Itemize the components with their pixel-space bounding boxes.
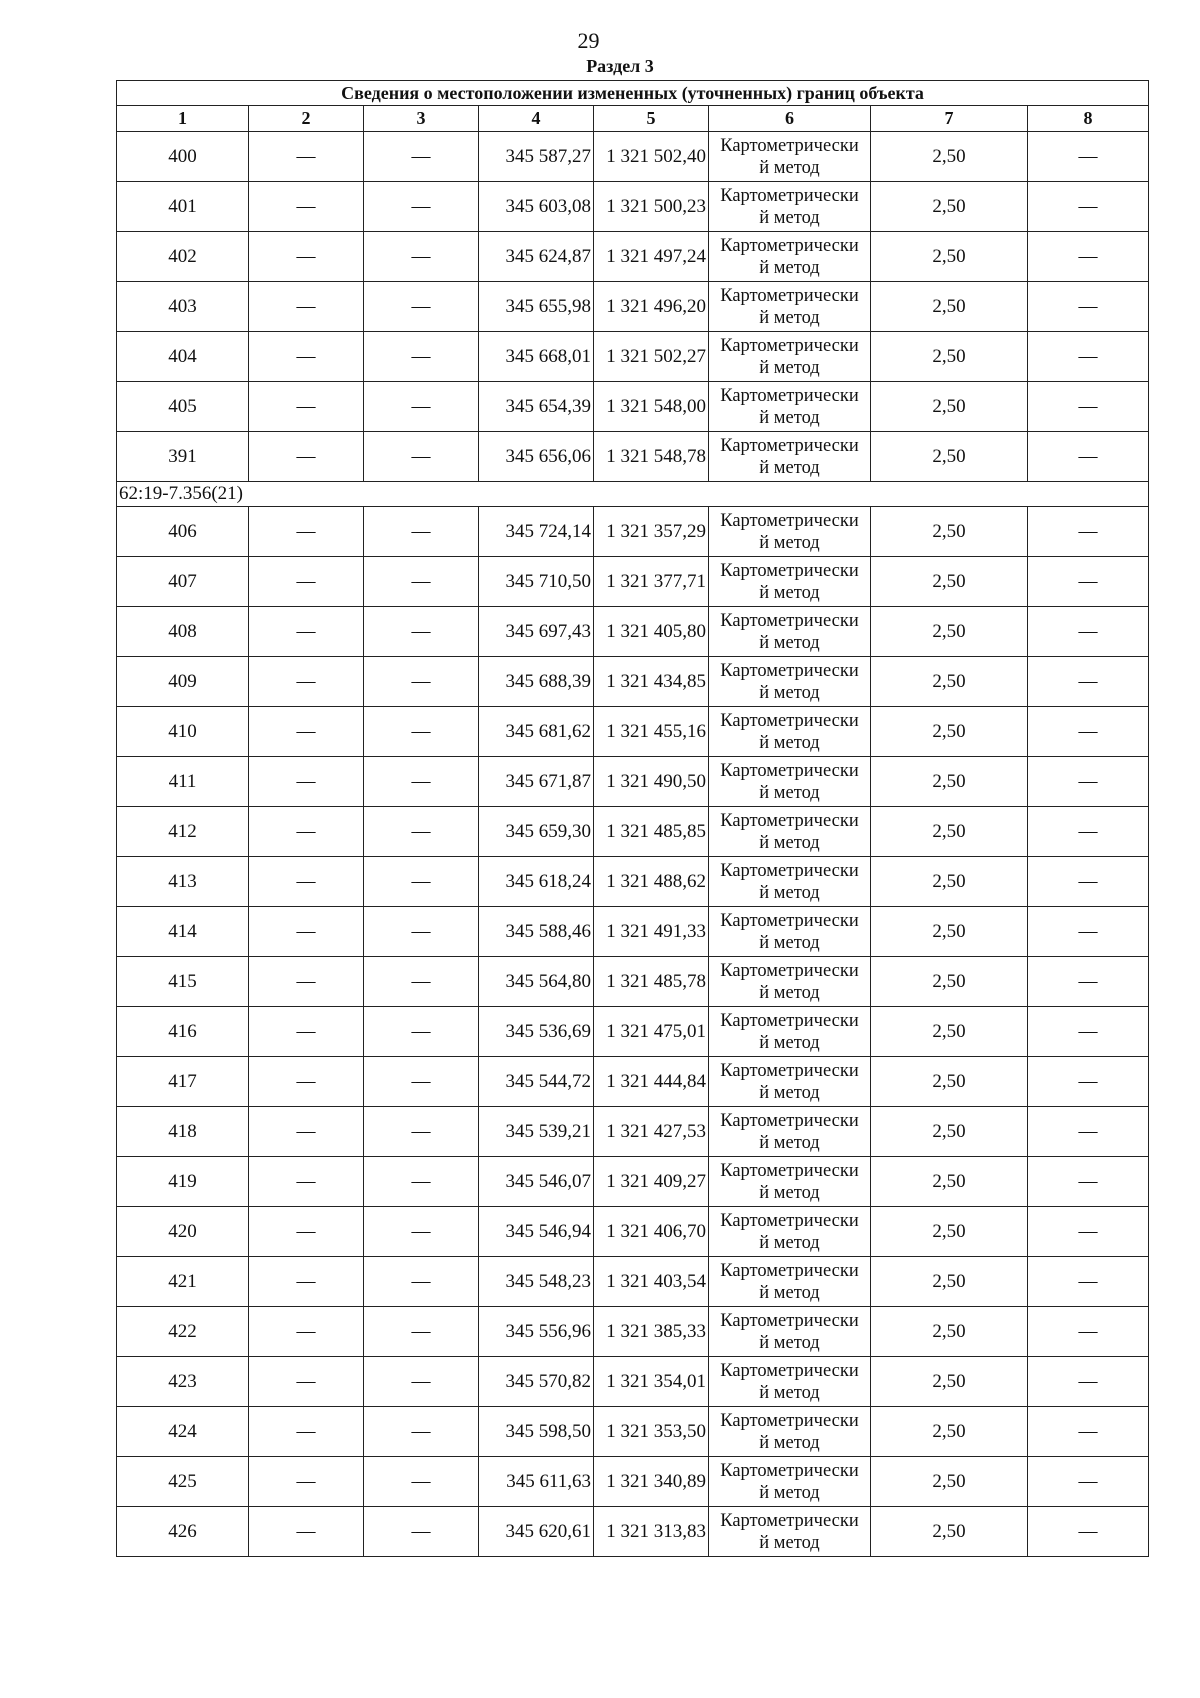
x-coordinate-cell: 345 710,50 (479, 557, 594, 607)
accuracy-cell: 2,50 (871, 432, 1028, 482)
y-coordinate-cell: 1 321 313,83 (594, 1507, 709, 1557)
x-coordinate-cell: 345 546,07 (479, 1157, 594, 1207)
point-number-cell: 410 (117, 707, 249, 757)
column-2-cell: — (249, 1407, 364, 1457)
x-coordinate-cell: 345 539,21 (479, 1107, 594, 1157)
method-cell: Картометрически й метод (709, 432, 871, 482)
accuracy-cell: 2,50 (871, 132, 1028, 182)
column-8-cell: — (1028, 1207, 1149, 1257)
column-8-cell: — (1028, 232, 1149, 282)
y-coordinate-cell: 1 321 357,29 (594, 507, 709, 557)
x-coordinate-cell: 345 556,96 (479, 1307, 594, 1357)
table-row (117, 1507, 1149, 1557)
method-cell: Картометрически й метод (709, 1307, 871, 1357)
x-coordinate-cell: 345 697,43 (479, 607, 594, 657)
column-2-cell: — (249, 382, 364, 432)
column-3-cell: — (364, 232, 479, 282)
accuracy-cell: 2,50 (871, 857, 1028, 907)
point-number-cell: 402 (117, 232, 249, 282)
y-coordinate-cell: 1 321 502,40 (594, 132, 709, 182)
column-header: 1 (117, 106, 249, 132)
column-8-cell: — (1028, 1107, 1149, 1157)
table-row (117, 1257, 1149, 1307)
point-number-cell: 407 (117, 557, 249, 607)
y-coordinate-cell: 1 321 340,89 (594, 1457, 709, 1507)
x-coordinate-cell: 345 587,27 (479, 132, 594, 182)
column-2-cell: — (249, 282, 364, 332)
column-2-cell: — (249, 1457, 364, 1507)
column-3-cell: — (364, 1157, 479, 1207)
method-cell: Картометрически й метод (709, 957, 871, 1007)
x-coordinate-cell: 345 548,23 (479, 1257, 594, 1307)
column-header: 7 (871, 106, 1028, 132)
y-coordinate-cell: 1 321 496,20 (594, 282, 709, 332)
accuracy-cell: 2,50 (871, 1257, 1028, 1307)
column-3-cell: — (364, 1307, 479, 1357)
column-2-cell: — (249, 757, 364, 807)
point-number-cell: 420 (117, 1207, 249, 1257)
accuracy-cell: 2,50 (871, 1207, 1028, 1257)
point-number-cell: 424 (117, 1407, 249, 1457)
y-coordinate-cell: 1 321 497,24 (594, 232, 709, 282)
column-2-cell: — (249, 557, 364, 607)
column-8-cell: — (1028, 757, 1149, 807)
column-2-cell: — (249, 1057, 364, 1107)
group-row (117, 482, 1149, 507)
column-3-cell: — (364, 332, 479, 382)
column-2-cell: — (249, 232, 364, 282)
column-2-cell: — (249, 1357, 364, 1407)
column-8-cell: — (1028, 1507, 1149, 1557)
table-row (117, 232, 1149, 282)
method-cell: Картометрически й метод (709, 1257, 871, 1307)
column-8-cell: — (1028, 1257, 1149, 1307)
x-coordinate-cell: 345 724,14 (479, 507, 594, 557)
x-coordinate-cell: 345 536,69 (479, 1007, 594, 1057)
x-coordinate-cell: 345 588,46 (479, 907, 594, 957)
x-coordinate-cell: 345 654,39 (479, 382, 594, 432)
table-row (117, 1107, 1149, 1157)
table-row (117, 907, 1149, 957)
method-cell: Картометрически й метод (709, 507, 871, 557)
y-coordinate-cell: 1 321 490,50 (594, 757, 709, 807)
y-coordinate-cell: 1 321 403,54 (594, 1257, 709, 1307)
y-coordinate-cell: 1 321 485,85 (594, 807, 709, 857)
method-cell: Картометрически й метод (709, 1157, 871, 1207)
column-2-cell: — (249, 1107, 364, 1157)
column-header: 3 (364, 106, 479, 132)
x-coordinate-cell: 345 624,87 (479, 232, 594, 282)
point-number-cell: 415 (117, 957, 249, 1007)
column-8-cell: — (1028, 1007, 1149, 1057)
column-2-cell: — (249, 857, 364, 907)
y-coordinate-cell: 1 321 427,53 (594, 1107, 709, 1157)
y-coordinate-cell: 1 321 444,84 (594, 1057, 709, 1107)
point-number-cell: 406 (117, 507, 249, 557)
y-coordinate-cell: 1 321 406,70 (594, 1207, 709, 1257)
table-caption-row (117, 81, 1149, 106)
column-3-cell: — (364, 1407, 479, 1457)
table-row (117, 707, 1149, 757)
table-row (117, 1457, 1149, 1507)
column-header: 8 (1028, 106, 1149, 132)
method-cell: Картометрически й метод (709, 907, 871, 957)
method-cell: Картометрически й метод (709, 657, 871, 707)
table-row (117, 957, 1149, 1007)
column-3-cell: — (364, 1357, 479, 1407)
column-3-cell: — (364, 557, 479, 607)
x-coordinate-cell: 345 570,82 (479, 1357, 594, 1407)
accuracy-cell: 2,50 (871, 907, 1028, 957)
accuracy-cell: 2,50 (871, 1457, 1028, 1507)
x-coordinate-cell: 345 603,08 (479, 182, 594, 232)
method-cell: Картометрически й метод (709, 282, 871, 332)
table-row (117, 1007, 1149, 1057)
method-cell: Картометрически й метод (709, 857, 871, 907)
column-3-cell: — (364, 1507, 479, 1557)
column-2-cell: — (249, 432, 364, 482)
column-8-cell: — (1028, 282, 1149, 332)
x-coordinate-cell: 345 655,98 (479, 282, 594, 332)
column-8-cell: — (1028, 332, 1149, 382)
column-2-cell: — (249, 607, 364, 657)
column-8-cell: — (1028, 1157, 1149, 1207)
method-cell: Картометрически й метод (709, 607, 871, 657)
x-coordinate-cell: 345 681,62 (479, 707, 594, 757)
method-cell: Картометрически й метод (709, 1407, 871, 1457)
method-cell: Картометрически й метод (709, 1207, 871, 1257)
column-2-cell: — (249, 807, 364, 857)
column-3-cell: — (364, 1207, 479, 1257)
column-3-cell: — (364, 1457, 479, 1507)
column-3-cell: — (364, 382, 479, 432)
section-title: Раздел 3 (586, 56, 654, 76)
table-body (117, 81, 1149, 1557)
y-coordinate-cell: 1 321 500,23 (594, 182, 709, 232)
page-number: 29 (577, 28, 600, 53)
accuracy-cell: 2,50 (871, 232, 1028, 282)
method-cell: Картометрически й метод (709, 132, 871, 182)
column-2-cell: — (249, 1257, 364, 1307)
accuracy-cell: 2,50 (871, 1007, 1028, 1057)
accuracy-cell: 2,50 (871, 607, 1028, 657)
method-cell: Картометрически й метод (709, 182, 871, 232)
column-2-cell: — (249, 1507, 364, 1557)
y-coordinate-cell: 1 321 405,80 (594, 607, 709, 657)
point-number-cell: 412 (117, 807, 249, 857)
column-8-cell: — (1028, 857, 1149, 907)
boundary-coordinates-table (116, 80, 1149, 1557)
accuracy-cell: 2,50 (871, 332, 1028, 382)
y-coordinate-cell: 1 321 475,01 (594, 1007, 709, 1057)
x-coordinate-cell: 345 659,30 (479, 807, 594, 857)
column-2-cell: — (249, 1307, 364, 1357)
column-3-cell: — (364, 607, 479, 657)
point-number-cell: 404 (117, 332, 249, 382)
y-coordinate-cell: 1 321 548,78 (594, 432, 709, 482)
point-number-cell: 401 (117, 182, 249, 232)
accuracy-cell: 2,50 (871, 507, 1028, 557)
table-row (117, 1407, 1149, 1457)
accuracy-cell: 2,50 (871, 1507, 1028, 1557)
method-cell: Картометрически й метод (709, 232, 871, 282)
x-coordinate-cell: 345 598,50 (479, 1407, 594, 1457)
column-2-cell: — (249, 907, 364, 957)
column-8-cell: — (1028, 1457, 1149, 1507)
point-number-cell: 403 (117, 282, 249, 332)
column-8-cell: — (1028, 432, 1149, 482)
table-row (117, 282, 1149, 332)
accuracy-cell: 2,50 (871, 1307, 1028, 1357)
y-coordinate-cell: 1 321 354,01 (594, 1357, 709, 1407)
table-row (117, 807, 1149, 857)
accuracy-cell: 2,50 (871, 1407, 1028, 1457)
table-row (117, 1207, 1149, 1257)
table-row (117, 332, 1149, 382)
point-number-cell: 408 (117, 607, 249, 657)
point-number-cell: 421 (117, 1257, 249, 1307)
point-number-cell: 417 (117, 1057, 249, 1107)
column-2-cell: — (249, 1207, 364, 1257)
y-coordinate-cell: 1 321 385,33 (594, 1307, 709, 1357)
accuracy-cell: 2,50 (871, 1057, 1028, 1107)
y-coordinate-cell: 1 321 353,50 (594, 1407, 709, 1457)
x-coordinate-cell: 345 611,63 (479, 1457, 594, 1507)
accuracy-cell: 2,50 (871, 1107, 1028, 1157)
column-8-cell: — (1028, 1407, 1149, 1457)
column-8-cell: — (1028, 382, 1149, 432)
accuracy-cell: 2,50 (871, 557, 1028, 607)
point-number-cell: 416 (117, 1007, 249, 1057)
x-coordinate-cell: 345 688,39 (479, 657, 594, 707)
column-header: 2 (249, 106, 364, 132)
y-coordinate-cell: 1 321 488,62 (594, 857, 709, 907)
method-cell: Картометрически й метод (709, 757, 871, 807)
point-number-cell: 405 (117, 382, 249, 432)
y-coordinate-cell: 1 321 548,00 (594, 382, 709, 432)
point-number-cell: 409 (117, 657, 249, 707)
point-number-cell: 423 (117, 1357, 249, 1407)
y-coordinate-cell: 1 321 502,27 (594, 332, 709, 382)
x-coordinate-cell: 345 668,01 (479, 332, 594, 382)
column-header: 6 (709, 106, 871, 132)
table-caption: Сведения о местоположении измененных (уточненных) границ объекта (117, 81, 1149, 106)
column-8-cell: — (1028, 607, 1149, 657)
x-coordinate-cell: 345 618,24 (479, 857, 594, 907)
column-3-cell: — (364, 907, 479, 957)
method-cell: Картометрически й метод (709, 707, 871, 757)
x-coordinate-cell: 345 671,87 (479, 757, 594, 807)
accuracy-cell: 2,50 (871, 707, 1028, 757)
x-coordinate-cell: 345 620,61 (479, 1507, 594, 1557)
column-8-cell: — (1028, 557, 1149, 607)
y-coordinate-cell: 1 321 491,33 (594, 907, 709, 957)
table-row (117, 857, 1149, 907)
point-number-cell: 419 (117, 1157, 249, 1207)
y-coordinate-cell: 1 321 485,78 (594, 957, 709, 1007)
column-8-cell: — (1028, 1307, 1149, 1357)
column-2-cell: — (249, 182, 364, 232)
column-3-cell: — (364, 957, 479, 1007)
table-row (117, 507, 1149, 557)
column-header: 4 (479, 106, 594, 132)
table-row (117, 1357, 1149, 1407)
table-row (117, 757, 1149, 807)
method-cell: Картометрически й метод (709, 557, 871, 607)
column-3-cell: — (364, 507, 479, 557)
accuracy-cell: 2,50 (871, 757, 1028, 807)
x-coordinate-cell: 345 544,72 (479, 1057, 594, 1107)
method-cell: Картометрически й метод (709, 1107, 871, 1157)
table-row (117, 1307, 1149, 1357)
method-cell: Картометрически й метод (709, 1507, 871, 1557)
point-number-cell: 400 (117, 132, 249, 182)
point-number-cell: 413 (117, 857, 249, 907)
x-coordinate-cell: 345 546,94 (479, 1207, 594, 1257)
point-number-cell: 411 (117, 757, 249, 807)
point-number-cell: 422 (117, 1307, 249, 1357)
column-3-cell: — (364, 657, 479, 707)
column-3-cell: — (364, 1057, 479, 1107)
point-number-cell: 425 (117, 1457, 249, 1507)
column-8-cell: — (1028, 907, 1149, 957)
column-header: 5 (594, 106, 709, 132)
accuracy-cell: 2,50 (871, 807, 1028, 857)
accuracy-cell: 2,50 (871, 382, 1028, 432)
column-8-cell: — (1028, 807, 1149, 857)
accuracy-cell: 2,50 (871, 282, 1028, 332)
accuracy-cell: 2,50 (871, 657, 1028, 707)
column-3-cell: — (364, 132, 479, 182)
point-number-cell: 418 (117, 1107, 249, 1157)
table-row (117, 557, 1149, 607)
column-8-cell: — (1028, 1057, 1149, 1107)
accuracy-cell: 2,50 (871, 182, 1028, 232)
method-cell: Картометрически й метод (709, 1357, 871, 1407)
y-coordinate-cell: 1 321 434,85 (594, 657, 709, 707)
point-number-cell: 414 (117, 907, 249, 957)
table-header-row (117, 106, 1149, 132)
method-cell: Картометрически й метод (709, 1007, 871, 1057)
method-cell: Картометрически й метод (709, 382, 871, 432)
table-row (117, 1057, 1149, 1107)
column-8-cell: — (1028, 182, 1149, 232)
column-2-cell: — (249, 957, 364, 1007)
column-2-cell: — (249, 707, 364, 757)
accuracy-cell: 2,50 (871, 1357, 1028, 1407)
column-8-cell: — (1028, 132, 1149, 182)
column-8-cell: — (1028, 707, 1149, 757)
column-3-cell: — (364, 1007, 479, 1057)
table-row (117, 432, 1149, 482)
column-2-cell: — (249, 507, 364, 557)
column-8-cell: — (1028, 507, 1149, 557)
table-row (117, 657, 1149, 707)
column-2-cell: — (249, 1007, 364, 1057)
column-3-cell: — (364, 707, 479, 757)
column-3-cell: — (364, 182, 479, 232)
column-2-cell: — (249, 1157, 364, 1207)
group-label: 62:19-7.356(21) (117, 482, 1149, 507)
table-row (117, 182, 1149, 232)
column-3-cell: — (364, 432, 479, 482)
table-row (117, 382, 1149, 432)
column-3-cell: — (364, 857, 479, 907)
column-2-cell: — (249, 132, 364, 182)
method-cell: Картометрически й метод (709, 332, 871, 382)
y-coordinate-cell: 1 321 455,16 (594, 707, 709, 757)
column-3-cell: — (364, 757, 479, 807)
column-3-cell: — (364, 1257, 479, 1307)
point-number-cell: 426 (117, 1507, 249, 1557)
accuracy-cell: 2,50 (871, 957, 1028, 1007)
table-row (117, 607, 1149, 657)
y-coordinate-cell: 1 321 377,71 (594, 557, 709, 607)
column-2-cell: — (249, 657, 364, 707)
method-cell: Картометрически й метод (709, 807, 871, 857)
point-number-cell: 391 (117, 432, 249, 482)
column-3-cell: — (364, 807, 479, 857)
x-coordinate-cell: 345 564,80 (479, 957, 594, 1007)
column-2-cell: — (249, 332, 364, 382)
y-coordinate-cell: 1 321 409,27 (594, 1157, 709, 1207)
x-coordinate-cell: 345 656,06 (479, 432, 594, 482)
column-8-cell: — (1028, 1357, 1149, 1407)
column-3-cell: — (364, 1107, 479, 1157)
table-row (117, 132, 1149, 182)
accuracy-cell: 2,50 (871, 1157, 1028, 1207)
column-8-cell: — (1028, 957, 1149, 1007)
table-row (117, 1157, 1149, 1207)
column-8-cell: — (1028, 657, 1149, 707)
column-3-cell: — (364, 282, 479, 332)
method-cell: Картометрически й метод (709, 1057, 871, 1107)
method-cell: Картометрически й метод (709, 1457, 871, 1507)
